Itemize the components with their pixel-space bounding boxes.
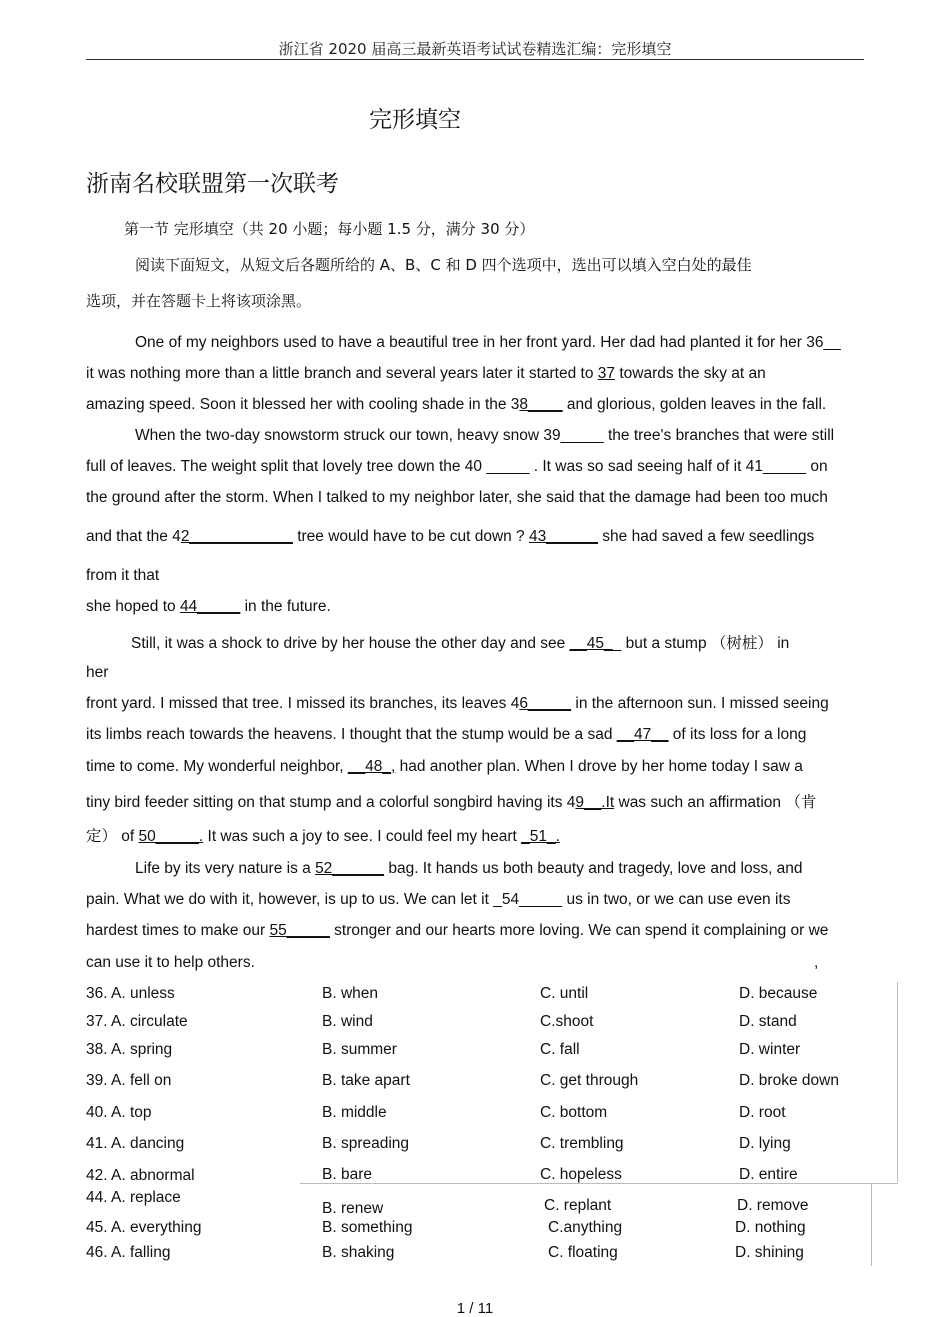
option-d: D. shining bbox=[735, 1244, 804, 1261]
passage-line: can use it to help others. bbox=[86, 954, 255, 971]
passage-line: it was nothing more than a little branch and several years later it started to 37 towards the sky at an bbox=[86, 365, 766, 382]
option-a: 37. A. circulate bbox=[86, 1013, 188, 1030]
option-c: C. fall bbox=[540, 1041, 580, 1058]
option-c: C. replant bbox=[544, 1197, 612, 1214]
option-b: B. summer bbox=[322, 1041, 397, 1058]
passage-line: Still, it was a shock to drive by her house the other day and see __45__ but a stump （树桩） in bbox=[131, 635, 790, 652]
option-d: D. nothing bbox=[735, 1219, 806, 1236]
option-a: 36. A. unless bbox=[86, 985, 175, 1002]
passage-line: hardest times to make our 55_____ stronger and our hearts more loving. We can spend it complaining or we bbox=[86, 922, 829, 939]
option-c: C.shoot bbox=[540, 1013, 594, 1030]
option-d: D. stand bbox=[739, 1013, 797, 1030]
option-a: 42. A. abnormal bbox=[86, 1167, 195, 1184]
section-heading: 第一节 完形填空（共 20 小题；每小题 1.5 分，满分 30 分） bbox=[124, 220, 535, 238]
option-d: D. because bbox=[739, 985, 818, 1002]
blank-44: 44_____ bbox=[179, 598, 241, 615]
passage-line: her bbox=[86, 664, 109, 681]
running-header: 浙江省 2020 届高三最新英语考试试卷精选汇编：完形填空 bbox=[278, 40, 672, 58]
option-a: 44. A. replace bbox=[86, 1189, 181, 1206]
passage-line: 定） of 50_____. It was such a joy to see. I could feel my heart _51_. bbox=[86, 828, 560, 845]
option-b: B. wind bbox=[322, 1013, 373, 1030]
option-c: C. bottom bbox=[540, 1104, 608, 1121]
blank-46: 6_____ bbox=[519, 695, 572, 712]
passage-line: and that the 42____________ tree would have to be cut down ? 43______ she had saved a few seedlings bbox=[86, 528, 815, 545]
blank-43: 43______ bbox=[529, 528, 598, 545]
passage-line: its limbs reach towards the heavens. I thought that the stump would be a sad __47__ of its loss for a long bbox=[86, 726, 807, 743]
option-d: D. remove bbox=[737, 1197, 809, 1214]
options-frame-line bbox=[897, 982, 898, 1182]
blank-50: 50_____. bbox=[138, 828, 204, 845]
passage-line: tiny bird feeder sitting on that stump and a colorful songbird having its 49__.It was such an affirmation （肯 bbox=[86, 794, 817, 811]
option-a: 41. A. dancing bbox=[86, 1135, 185, 1152]
option-b: B. bare bbox=[322, 1166, 372, 1183]
option-c: C. hopeless bbox=[540, 1166, 622, 1183]
option-d: D. lying bbox=[739, 1135, 791, 1152]
stray-comma: , bbox=[814, 954, 819, 971]
option-b: B. shaking bbox=[322, 1244, 395, 1261]
blank-55: 55_____ bbox=[269, 922, 330, 939]
option-a: 39. A. fell on bbox=[86, 1072, 172, 1089]
passage-line: When the two-day snowstorm struck our town, heavy snow 39_____ the tree's branches that were still bbox=[135, 427, 835, 444]
option-d: D. winter bbox=[739, 1041, 801, 1058]
blank-47: __47__ bbox=[616, 726, 669, 743]
instruction-line-2: 选项，并在答题卡上将该项涂黑。 bbox=[86, 292, 312, 310]
options-frame-line bbox=[871, 1184, 872, 1266]
blank-48: __48_, bbox=[347, 758, 396, 775]
blank-52: 52______ bbox=[315, 860, 385, 877]
passage-line: Life by its very nature is a 52______ bag. It hands us both beauty and tragedy, love and loss, and bbox=[135, 860, 803, 877]
option-c: C. get through bbox=[540, 1072, 639, 1089]
option-b: B. when bbox=[322, 985, 379, 1002]
option-d: D. broke down bbox=[739, 1072, 839, 1089]
passage-line: from it that bbox=[86, 567, 160, 584]
option-c: C. floating bbox=[548, 1244, 618, 1261]
passage-line: amazing speed. Soon it blessed her with cooling shade in the 38____ and glorious, golden leaves in the fall. bbox=[86, 396, 827, 413]
passage-line: front yard. I missed that tree. I missed its branches, its leaves 46_____ in the afternoon sun. I missed seeing bbox=[86, 695, 829, 712]
option-c: C.anything bbox=[548, 1219, 623, 1236]
instruction-line-1: 阅读下面短文，从短文后各题所给的 A、B、C 和 D 四个选项中，选出可以填入空白处的最佳 bbox=[135, 256, 752, 274]
option-b: B. take apart bbox=[322, 1072, 410, 1089]
option-b: B. middle bbox=[322, 1104, 387, 1121]
option-b: B. spreading bbox=[322, 1135, 410, 1152]
option-a: 38. A. spring bbox=[86, 1041, 173, 1058]
blank-37: 37 bbox=[597, 365, 616, 382]
option-d: D. entire bbox=[739, 1166, 798, 1183]
passage-line: time to come. My wonderful neighbor, __48_, had another plan. When I drove by her home today I saw a bbox=[86, 758, 803, 775]
option-a: 46. A. falling bbox=[86, 1244, 171, 1261]
blank-49: 9__.It bbox=[575, 794, 615, 811]
option-b: B. something bbox=[322, 1219, 413, 1236]
option-c: C. trembling bbox=[540, 1135, 624, 1152]
document-title: 完形填空 bbox=[369, 107, 461, 133]
passage-line: the ground after the storm. When I talked to my neighbor later, she said that the damage had been too much bbox=[86, 489, 828, 506]
passage-line: One of my neighbors used to have a beautiful tree in her front yard. Her dad had planted it for her 36__ bbox=[135, 334, 841, 351]
option-d: D. root bbox=[739, 1104, 786, 1121]
option-c: C. until bbox=[540, 985, 589, 1002]
blank-42: 2____________ bbox=[180, 528, 293, 545]
header-rule bbox=[86, 59, 864, 60]
blank-51: _51_. bbox=[521, 828, 560, 845]
page-number: 1 / 11 bbox=[456, 1300, 494, 1317]
option-a: 45. A. everything bbox=[86, 1219, 202, 1236]
option-b: B. renew bbox=[322, 1200, 384, 1217]
passage-line: she hoped to 44_____ in the future. bbox=[86, 598, 331, 615]
passage-line: full of leaves. The weight split that lovely tree down the 40 _____ . It was so sad seeing half of it 41_____ on bbox=[86, 458, 828, 475]
blank-45: __45_ bbox=[569, 635, 613, 652]
passage-line: pain. What we do with it, however, is up to us. We can let it _54_____ us in two, or we can use even its bbox=[86, 891, 791, 908]
exam-name: 浙南名校联盟第一次联考 bbox=[86, 171, 339, 197]
option-a: 40. A. top bbox=[86, 1104, 152, 1121]
blank-38: 8____ bbox=[519, 396, 563, 413]
